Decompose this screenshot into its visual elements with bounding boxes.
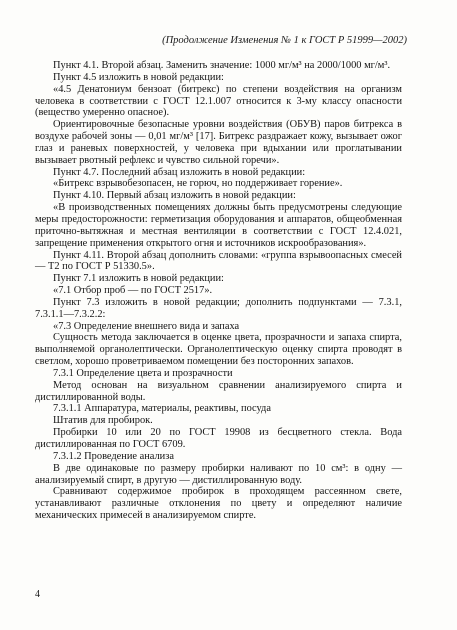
paragraph: В две одинаковые по размеру пробирки наливают по 10 см³: в одну — анализируемый спирт, в другую — дистиллированную воду. [35, 462, 402, 486]
paragraph: Метод основан на визуальном сравнении анализируемого спирта и дистиллированной воды. [35, 379, 402, 403]
paragraph: Пункт 4.11. Второй абзац дополнить словами: «группа взрывоопасных смесей — Т2 по ГОСТ Р 51330.5». [35, 249, 402, 273]
running-header: (Продолжение Изменения № 1 к ГОСТ Р 51999—2002) [162, 35, 407, 46]
paragraph: Пункт 7.1 изложить в новой редакции: [53, 273, 224, 285]
paragraph: Ориентировочные безопасные уровни воздействия (ОБУВ) паров битрекса в воздухе рабочей зоны — 0,01 мг/м³ [17]. Битрекс раздражает кожу, вызывает ожог глаз и раневых поверхностей, у человека при вдыхании или проглатывании вызывает рвотный рефлекс и чувство сильной горечи». [35, 119, 402, 166]
paragraph: Пункт 7.3 изложить в новой редакции; дополнить подпунктами — 7.3.1, 7.3.1.1—7.3.2.2: [35, 296, 402, 320]
page-number: 4 [35, 589, 40, 600]
section-heading: 7.3.1.2 Проведение анализа [53, 450, 174, 462]
paragraph: «В производственных помещениях должны быть предусмотрены следующие меры предосторожности: герметизация оборудования и аппаратов, общеобменная приточно-вытяжная и местная вентиляции в соответствии с ГОСТ 12.4.021, запрещение применения открытого огня и источников искрообразования». [35, 202, 402, 249]
section-heading: 7.3.1.1 Аппаратура, материалы, реактивы, посуда [53, 403, 271, 415]
section-heading: 7.3.1 Определение цвета и прозрачности [53, 367, 233, 379]
paragraph: «4.5 Денатониум бензоат (битрекс) по степени воздействия на организм человека в соответствии с ГОСТ 12.1.007 относится к 3-му классу опасности (вещество умеренно опасное). [35, 83, 402, 119]
paragraph: Сущность метода заключается в оценке цвета, прозрачности и запаха спирта, выполняемой органолептически. Органолептическую оценку спирта проводят в светлом, хорошо проветриваемом помещении без посторонних запахов. [35, 332, 402, 368]
paragraph: Пункт 4.10. Первый абзац изложить в новой редакции: [53, 190, 296, 202]
paragraph: Пункт 4.5 изложить в новой редакции: [53, 71, 224, 83]
paragraph: Пункт 4.7. Последний абзац изложить в новой редакции: [53, 166, 306, 178]
paragraph: Штатив для пробирок. [53, 415, 153, 427]
paragraph: «7.1 Отбор проб — по ГОСТ 2517». [53, 285, 213, 297]
document-body [35, 60, 402, 522]
paragraph: Сравнивают содержимое пробирок в проходящем рассеянном свете, устанавливают различные отклонения по цвету и определяют наличие механических примесей в анализируемом спирте. [35, 486, 402, 522]
paragraph: «7.3 Определение внешнего вида и запаха [53, 320, 240, 332]
paragraph: Пункт 4.1. Второй абзац. Заменить значение: 1000 мг/м³ на 2000/1000 мг/м³. [53, 60, 391, 71]
paragraph: Пробирки 10 или 20 по ГОСТ 19908 из бесцветного стекла. Вода дистиллированная по ГОСТ 6709. [35, 427, 402, 450]
paragraph: «Битрекс взрывобезопасен, не горюч, но поддерживает горение». [53, 178, 343, 190]
